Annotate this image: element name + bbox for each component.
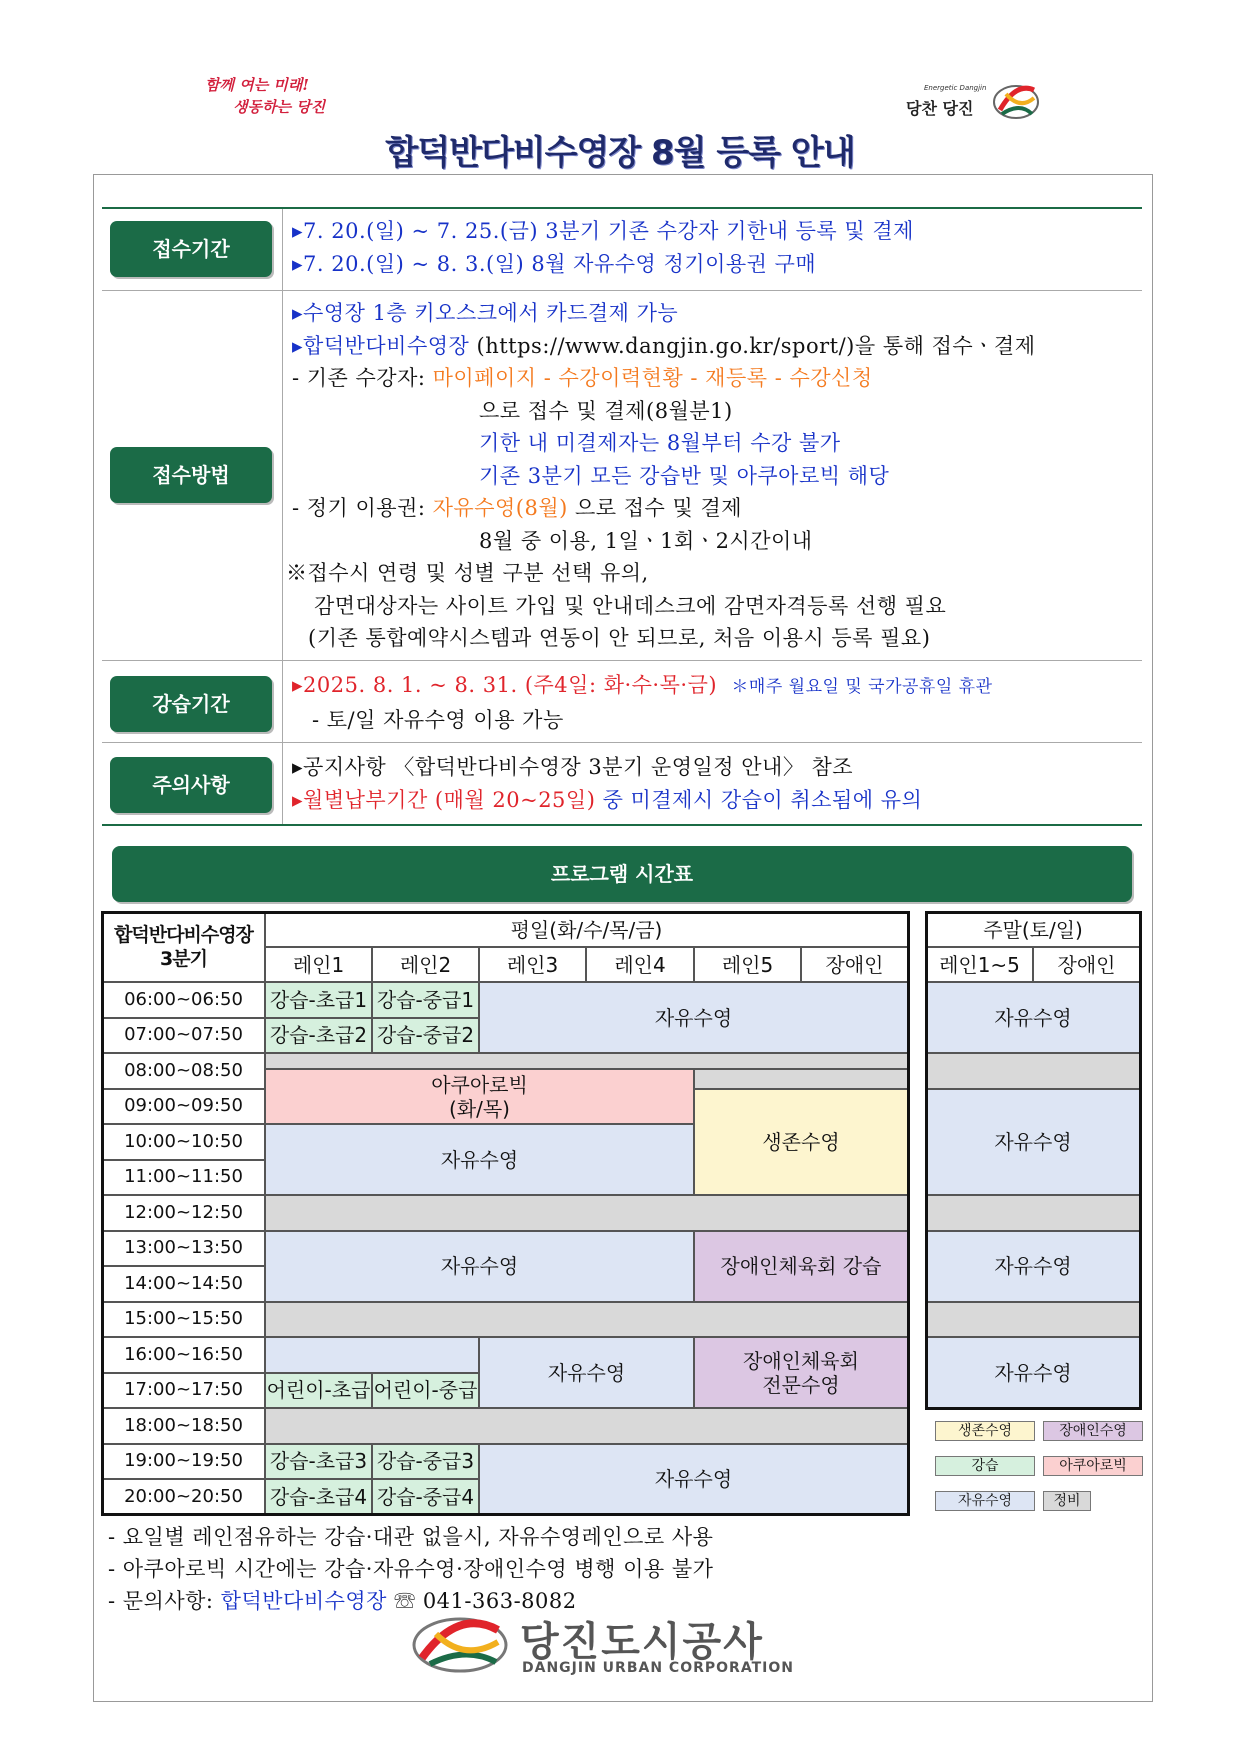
notice-payment-period: ▸월별납부기간 (매월 20~25일) — [292, 787, 596, 812]
lane-header-5: 레인5 — [694, 947, 801, 982]
method-line4: 으로 접수 및 결제(8월분1) — [479, 398, 733, 423]
lesson-beginner-2: 강습-초급2 — [265, 1018, 372, 1054]
weekend-table-border — [925, 911, 1142, 1410]
method-line7-rest: 으로 접수 및 결제 — [567, 496, 743, 520]
method-line7-pass: 자유수영(8월) — [432, 496, 568, 520]
info-bottom-rule — [102, 824, 1142, 826]
time-slot: 12:00~12:50 — [102, 1195, 265, 1231]
note-line1: - 요일별 레인점유하는 강습·대관 없을시, 자유수영레인으로 사용 — [108, 1525, 714, 1549]
time-slot: 16:00~16:50 — [102, 1337, 265, 1373]
method-line9: ※접수시 연령 및 성별 구분 선택 유의, — [286, 561, 649, 585]
notice-text — [292, 751, 922, 816]
lesson-line1 — [292, 669, 993, 704]
brand-emblem-icon — [990, 80, 1042, 124]
weekday-table-border — [101, 911, 910, 1516]
slogan-line2: 생동하는 당진 — [233, 98, 326, 116]
corner-line2: 3분기 — [160, 948, 207, 970]
brand-en: Energetic Dangjin — [924, 84, 987, 92]
time-slot: 17:00~17:50 — [102, 1373, 265, 1409]
notice-line1: ▸공지사항 〈합덕반다비수영장 3분기 운영일정 안내〉 참조 — [292, 755, 854, 779]
corner-line1: 합덕반다비수영장 — [114, 924, 253, 946]
corporation-logo — [400, 1610, 840, 1680]
reception-period-line2: ▸7. 20.(일) ~ 8. 3.(일) 8월 자유수영 정기이용권 구매 — [292, 251, 817, 276]
method-line2-url: (https://www.dangjin.go.kr/sport/)을 통해 접수ㆍ결제 — [476, 333, 1036, 358]
method-line2 — [292, 330, 1036, 363]
lane-header-disabled: 장애인 — [801, 947, 908, 982]
lesson-intermediate-2: 강습-중급2 — [372, 1018, 479, 1054]
method-line6: 기존 3분기 모든 강습반 및 아쿠아로빅 해당 — [479, 463, 890, 488]
time-slot: 10:00~10:50 — [102, 1124, 265, 1160]
free-swim-block: 자유수영 — [265, 1124, 694, 1195]
time-slot: 09:00~09:50 — [102, 1089, 265, 1125]
weekend-header: 주말(토/일) — [926, 912, 1140, 947]
lesson-beginner-4: 강습-초급4 — [265, 1479, 372, 1515]
lane-header-3: 레인3 — [479, 947, 586, 982]
time-slot: 07:00~07:50 — [102, 1018, 265, 1054]
legend-aquarobic: 아쿠아로빅 — [1043, 1456, 1143, 1476]
weekend-free-swim: 자유수영 — [926, 982, 1140, 1053]
lesson-intermediate-3: 강습-중급3 — [372, 1444, 479, 1480]
info-column-divider — [282, 209, 283, 824]
weekend-free-swim: 자유수영 — [926, 1337, 1140, 1408]
time-slot: 20:00~20:50 — [102, 1479, 265, 1515]
lesson-beginner-1: 강습-초급1 — [265, 982, 372, 1018]
dangjin-brand-logo — [904, 80, 1044, 130]
info-row-divider — [102, 660, 1142, 661]
lesson-beginner-3: 강습-초급3 — [265, 1444, 372, 1480]
disabled-pro-line2: 전문수영 — [762, 1372, 840, 1397]
legend-free-swim: 자유수영 — [935, 1491, 1035, 1511]
method-line8: 8월 중 이용, 1일ㆍ1회ㆍ2시간이내 — [479, 528, 813, 553]
method-line5: 기한 내 미결제자는 8월부터 수강 불가 — [479, 431, 841, 455]
method-line3-label: - 기존 수강자: — [292, 366, 433, 390]
lane-header-1: 레인1 — [265, 947, 372, 982]
method-line3-path: 마이페이지 - 수강이력현황 - 재등록 - 수강신청 — [432, 366, 873, 390]
note-line2: - 아쿠아로빅 시간에는 강습·자유수영·장애인수영 병행 이용 불가 — [108, 1557, 714, 1581]
aquarobic-days: (화/목) — [449, 1096, 510, 1121]
info-row-divider — [102, 742, 1142, 743]
program-schedule-banner: 프로그램 시간표 — [112, 846, 1132, 902]
method-line10: 감면대상자는 사이트 가입 및 안내데스크에 감면자격등록 선행 필요 — [314, 593, 947, 618]
corporation-name-en: DANGJIN URBAN CORPORATION — [522, 1660, 794, 1676]
method-line2-site: ▸합덕반다비수영장 — [292, 333, 477, 358]
reception-method-text — [286, 297, 1036, 655]
method-line7 — [292, 492, 1036, 525]
time-slot: 14:00~14:50 — [102, 1266, 265, 1302]
disabled-pro-line1: 장애인체육회 — [743, 1348, 859, 1373]
kids-beginner: 어린이-초급 — [265, 1373, 372, 1409]
slogan-line1: 함께 여는 미래! — [205, 76, 309, 94]
method-line1: ▸수영장 1층 키오스크에서 카드결제 가능 — [292, 301, 679, 325]
brand-ko: 당찬 당진 — [906, 99, 974, 118]
lane-header-2: 레인2 — [372, 947, 479, 982]
corporation-name-ko: 당진도시공사 — [520, 1619, 764, 1665]
weekend-free-swim: 자유수영 — [926, 1089, 1140, 1196]
corporation-emblem-icon — [408, 1612, 512, 1678]
notice-line2 — [292, 784, 922, 817]
free-swim-block: 자유수영 — [479, 1444, 908, 1515]
legend-lesson: 강습 — [935, 1456, 1035, 1476]
method-line11: (기존 통합예약시스템과 연동이 안 되므로, 처음 이용시 등록 필요) — [308, 626, 931, 650]
legend-disabled: 장애인수영 — [1043, 1421, 1143, 1441]
lesson-intermediate-1: 강습-중급1 — [372, 982, 479, 1018]
note-phone: ☏ 041-363-8082 — [386, 1589, 577, 1613]
label-reception-method: 접수방법 — [110, 447, 272, 503]
legend-survival: 생존수영 — [935, 1421, 1035, 1441]
aquarobic-label: 아쿠아로빅 — [431, 1072, 528, 1097]
note-facility: 합덕반다비수영장 — [220, 1589, 387, 1613]
info-row-divider — [102, 290, 1142, 291]
lane-header-4: 레인4 — [586, 947, 694, 982]
time-slot: 13:00~13:50 — [102, 1231, 265, 1267]
slogan — [205, 74, 325, 118]
weekend-lane-header-1-5: 레인1~5 — [926, 947, 1033, 982]
free-swim-block: 자유수영 — [265, 1231, 694, 1302]
weekend-free-swim: 자유수영 — [926, 1231, 1140, 1302]
label-reception-period: 접수기간 — [110, 221, 272, 277]
note-inquiry-label: - 문의사항: — [108, 1589, 221, 1613]
time-slot: 08:00~08:50 — [102, 1053, 265, 1089]
time-slot: 18:00~18:50 — [102, 1408, 265, 1444]
lesson-dates: ▸2025. 8. 1. ~ 8. 31. (주4일: 화·수·목·금) — [292, 673, 718, 697]
time-slot: 19:00~19:50 — [102, 1444, 265, 1480]
time-slot: 11:00~11:50 — [102, 1160, 265, 1196]
method-line3 — [292, 362, 1036, 395]
weekday-header: 평일(화/수/목/금) — [265, 912, 908, 947]
lesson-intermediate-4: 강습-중급4 — [372, 1479, 479, 1515]
free-swim-block: 자유수영 — [479, 1337, 694, 1408]
method-line7-label: - 정기 이용권: — [292, 496, 433, 520]
info-top-rule — [102, 207, 1142, 209]
label-lesson-period: 강습기간 — [110, 676, 272, 732]
page-title: 합덕반다비수영장 8월 등록 안내 — [385, 133, 855, 173]
free-swim-block: 자유수영 — [479, 982, 908, 1053]
lesson-period-text — [292, 669, 993, 736]
reception-period-line1: ▸7. 20.(일) ~ 7. 25.(금) 3분기 기존 수강자 기한내 등록 및 결제 — [292, 219, 914, 243]
survival-swim-block: 생존수영 — [694, 1089, 908, 1196]
legend-maintenance: 정비 — [1043, 1491, 1091, 1511]
reception-period-text — [292, 215, 914, 280]
kids-intermediate: 어린이-중급 — [372, 1373, 479, 1409]
time-slot: 15:00~15:50 — [102, 1302, 265, 1338]
notice-cancel-warning: 중 미결제시 강습이 취소됨에 유의 — [595, 787, 923, 812]
label-notice: 주의사항 — [110, 757, 272, 813]
time-slot: 06:00~06:50 — [102, 982, 265, 1018]
weekend-lane-header-disabled: 장애인 — [1033, 947, 1140, 982]
lesson-line2: - 토/일 자유수영 이용 가능 — [312, 707, 564, 732]
disabled-sports-lesson-block: 장애인체육회 강습 — [694, 1231, 908, 1302]
lesson-closed-note: ＊매주 월요일 및 국가공휴일 휴관 — [731, 677, 993, 697]
